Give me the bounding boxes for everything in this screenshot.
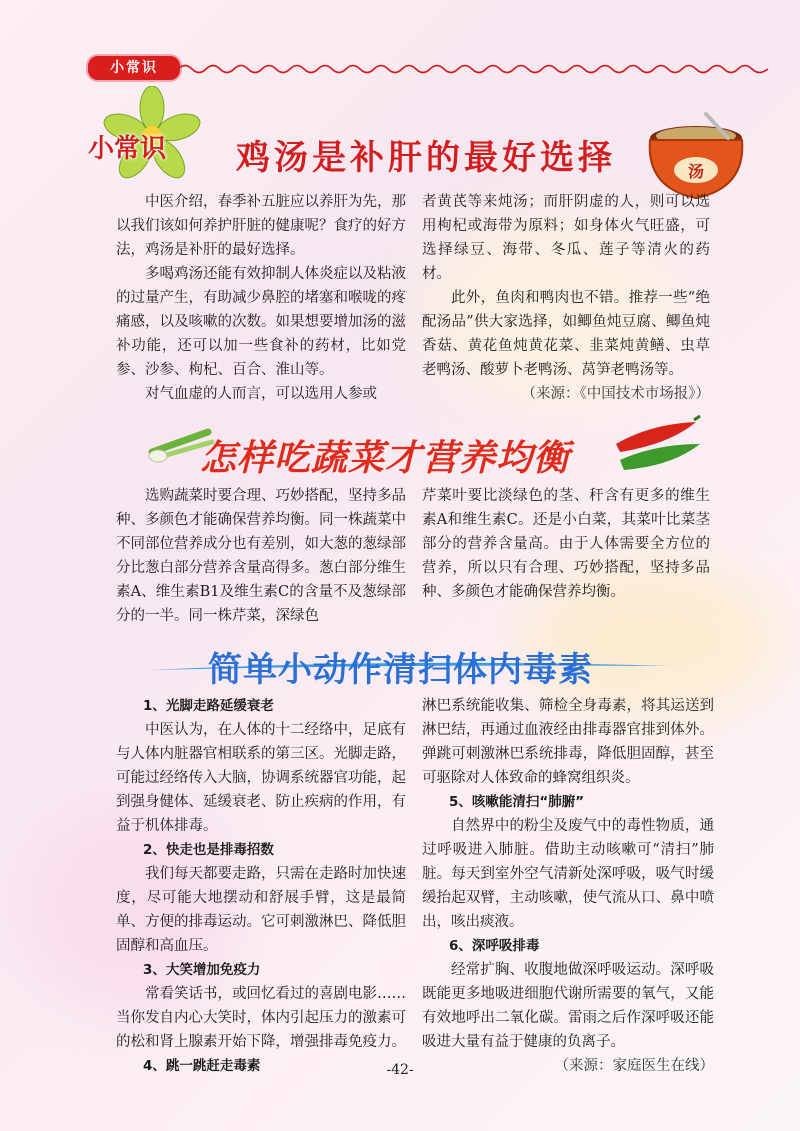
subheading: 1、光脚走路延缓衰老 xyxy=(143,698,274,714)
source-note: （来源：家庭医生在线） xyxy=(554,1058,714,1074)
paragraph: 此外，鱼肉和鸭肉也不错。推荐一些“绝配汤品”供大家选择，如鲫鱼炖豆腐、鲫鱼炖香菇、黄花鱼炖黄花菜、韭菜炖黄鳝、虫草老鸭汤、酸萝卜老鸭汤、莴笋老鸭汤等。 xyxy=(422,290,710,378)
section-title-detox: 简单小动作清扫体内毒素 xyxy=(208,650,593,690)
subheading: 3、大笑增加免疫力 xyxy=(143,962,261,978)
subheading: 6、深呼吸排毒 xyxy=(449,938,540,954)
column-tag: 小常识 xyxy=(86,54,182,82)
source-note: （来源：《中国技术市场报》） xyxy=(521,386,710,402)
paragraph: 多喝鸡汤还能有效抑制人体炎症以及粘液的过量产生，有助减少鼻腔的堵塞和喉咙的疼痛感，以及咳嗽的次数。如果想要增加汤的滋补功能，还可以加一些食补的药材，比如党参、沙参、枸杞、百合、淮山等。 xyxy=(116,266,406,378)
page-number: -42- xyxy=(386,1062,414,1078)
section-title-vegetables: 怎样吃蔬菜才营养均衡 xyxy=(200,438,571,479)
chili-pepper-icon xyxy=(610,414,704,478)
subheading: 5、咳嗽能清扫“肺腑” xyxy=(449,794,585,810)
section-badge: 小常识 xyxy=(88,134,167,164)
section3-right-column xyxy=(422,694,714,1078)
section3-left-column xyxy=(116,694,406,1078)
paragraph: 芹菜叶要比淡绿色的茎、秆含有更多的维生素A和维生素C。还是小白菜，其菜叶比菜茎部分的营养含量高。由于人体需要全方位的营养，所以只有合理、巧妙搭配，坚持多品种、多颜色才能确保营养均衡。 xyxy=(422,488,710,600)
paragraph: 对气血虚的人而言，可以选用人参或 xyxy=(145,386,377,402)
section1-right-column xyxy=(422,190,710,406)
section1-left-column xyxy=(116,190,406,406)
paragraph: 自然界中的粉尘及废气中的毒性物质，通过呼吸进入肺脏。借助主动咳嗽可“清扫”肺脏。每天到室外空气清新处深呼吸，吸气时缓缓抬起双臂，主动咳嗽，使气流从口、鼻中喷出，咳出痰液。 xyxy=(422,818,714,930)
paragraph: 选购蔬菜时要合理、巧妙搭配，坚持多品种、多颜色才能确保营养均衡。同一株蔬菜中不同部位营养成分也有差别，如大葱的葱绿部分比葱白部分营养含量高得多。葱白部分维生素A、维生素B1及维生素C的含量不及葱绿部分的一半。同一株芹菜，深绿色 xyxy=(116,488,406,624)
pot-label: 汤 xyxy=(687,162,705,181)
subheading: 4、跳一跳赶走毒素 xyxy=(143,1058,261,1074)
paragraph: 我们每天都要走路，只需在走路时加快速度，尽可能大地摆动和舒展手臂，这是最简单、方便的排毒运动。它可刺激淋巴、降低胆固醇和高血压。 xyxy=(116,866,406,954)
paragraph: 经常扩胸、收腹地做深呼吸运动。深呼吸既能更多地吸进细胞代谢所需要的氧气，又能有效地呼出二氧化碳。雷雨之后作深呼吸还能吸进大量有益于健康的负离子。 xyxy=(422,962,714,1050)
paragraph: 常看笑话书，或回忆看过的喜剧电影……当你发自内心大笑时，体内引起压力的激素可的松和肾上腺素开始下降，增强排毒免疫力。 xyxy=(116,986,406,1050)
paragraph: 中医认为，在人体的十二经络中，足底有与人体内脏器官相联系的第三区。光脚走路，可能过经络传入大脑，协调系统器官功能，起到强身健体、延缓衰老、防止疾病的作用，有益于机体排毒。 xyxy=(116,722,406,834)
wavy-divider xyxy=(178,62,768,76)
section-title-chicken-soup: 鸡汤是补肝的最好选择 xyxy=(236,138,616,178)
paragraph: 淋巴系统能收集、筛检全身毒素，将其运送到淋巴结，再通过血液经由排毒器官排到体外。弹跳可刺激淋巴系统排毒，降低胆固醇，甚至可驱除对人体致命的蜂窝组织炎。 xyxy=(422,698,714,786)
paragraph: 者黄芪等来炖汤；而肝阴虚的人，则可以选用枸杞或海带为原料；如身体火气旺盛，可选择绿豆、海带、冬瓜、莲子等清火的药材。 xyxy=(422,194,710,282)
subheading: 2、快走也是排毒招数 xyxy=(143,842,274,858)
section2-left-column xyxy=(116,484,406,628)
paragraph: 中医介绍，春季补五脏应以养肝为先，那以我们该如何养护肝脏的健康呢？食疗的好方法，鸡汤是补肝的最好选择。 xyxy=(116,194,406,258)
section2-right-column xyxy=(422,484,710,604)
